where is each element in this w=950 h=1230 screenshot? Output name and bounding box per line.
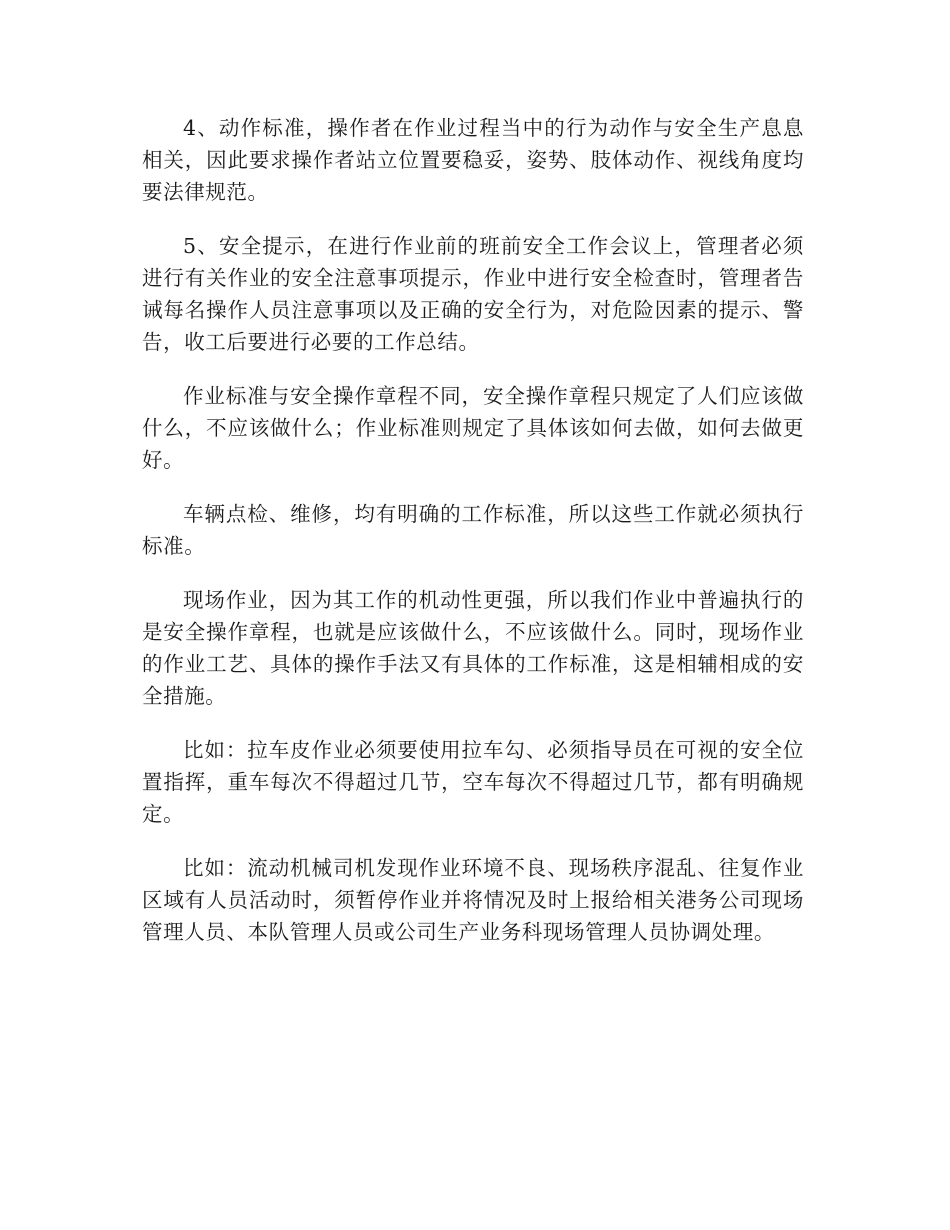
- paragraph-standard-vs-rules: 作业标准与安全操作章程不同，安全操作章程只规定了人们应该做什么，不应该做什么；作业标准则规定了具体该如何去做，如何去做更好。: [142, 384, 804, 472]
- paragraph-example-mobile-machinery: 比如：流动机械司机发现作业环境不良、现场秩序混乱、往复作业区域有人员活动时，须暂停作业并将情况及时上报给相关港务公司现场管理人员、本队管理人员或公司生产业务科现场管理人员协调处理。: [142, 856, 804, 944]
- paragraph-vehicle-inspection: 车辆点检、维修，均有明确的工作标准，所以这些工作就必须执行标准。: [142, 502, 804, 558]
- paragraph-field-operation: 现场作业，因为其工作的机动性更强，所以我们作业中普遍执行的是安全操作章程，也就是应该做什么，不应该做什么。同时，现场作业的作业工艺、具体的操作手法又有具体的工作标准，这是相辅相成的安全措施。: [142, 588, 804, 708]
- document-page: [142, 112, 804, 970]
- paragraph-action-standard: 4、动作标准，操作者在作业过程当中的行为动作与安全生产息息相关，因此要求操作者站立位置要稳妥，姿势、肢体动作、视线角度均要法律规范。: [142, 116, 804, 204]
- paragraph-safety-reminder: 5、安全提示，在进行作业前的班前安全工作会议上，管理者必须进行有关作业的安全注意事项提示，作业中进行安全检查时，管理者告诫每名操作人员注意事项以及正确的安全行为，对危险因素的提示、警告，收工后要进行必要的工作总结。: [142, 234, 804, 354]
- paragraph-example-railcar: 比如：拉车皮作业必须要使用拉车勾、必须指导员在可视的安全位置指挥，重车每次不得超过几节，空车每次不得超过几节，都有明确规定。: [142, 738, 804, 826]
